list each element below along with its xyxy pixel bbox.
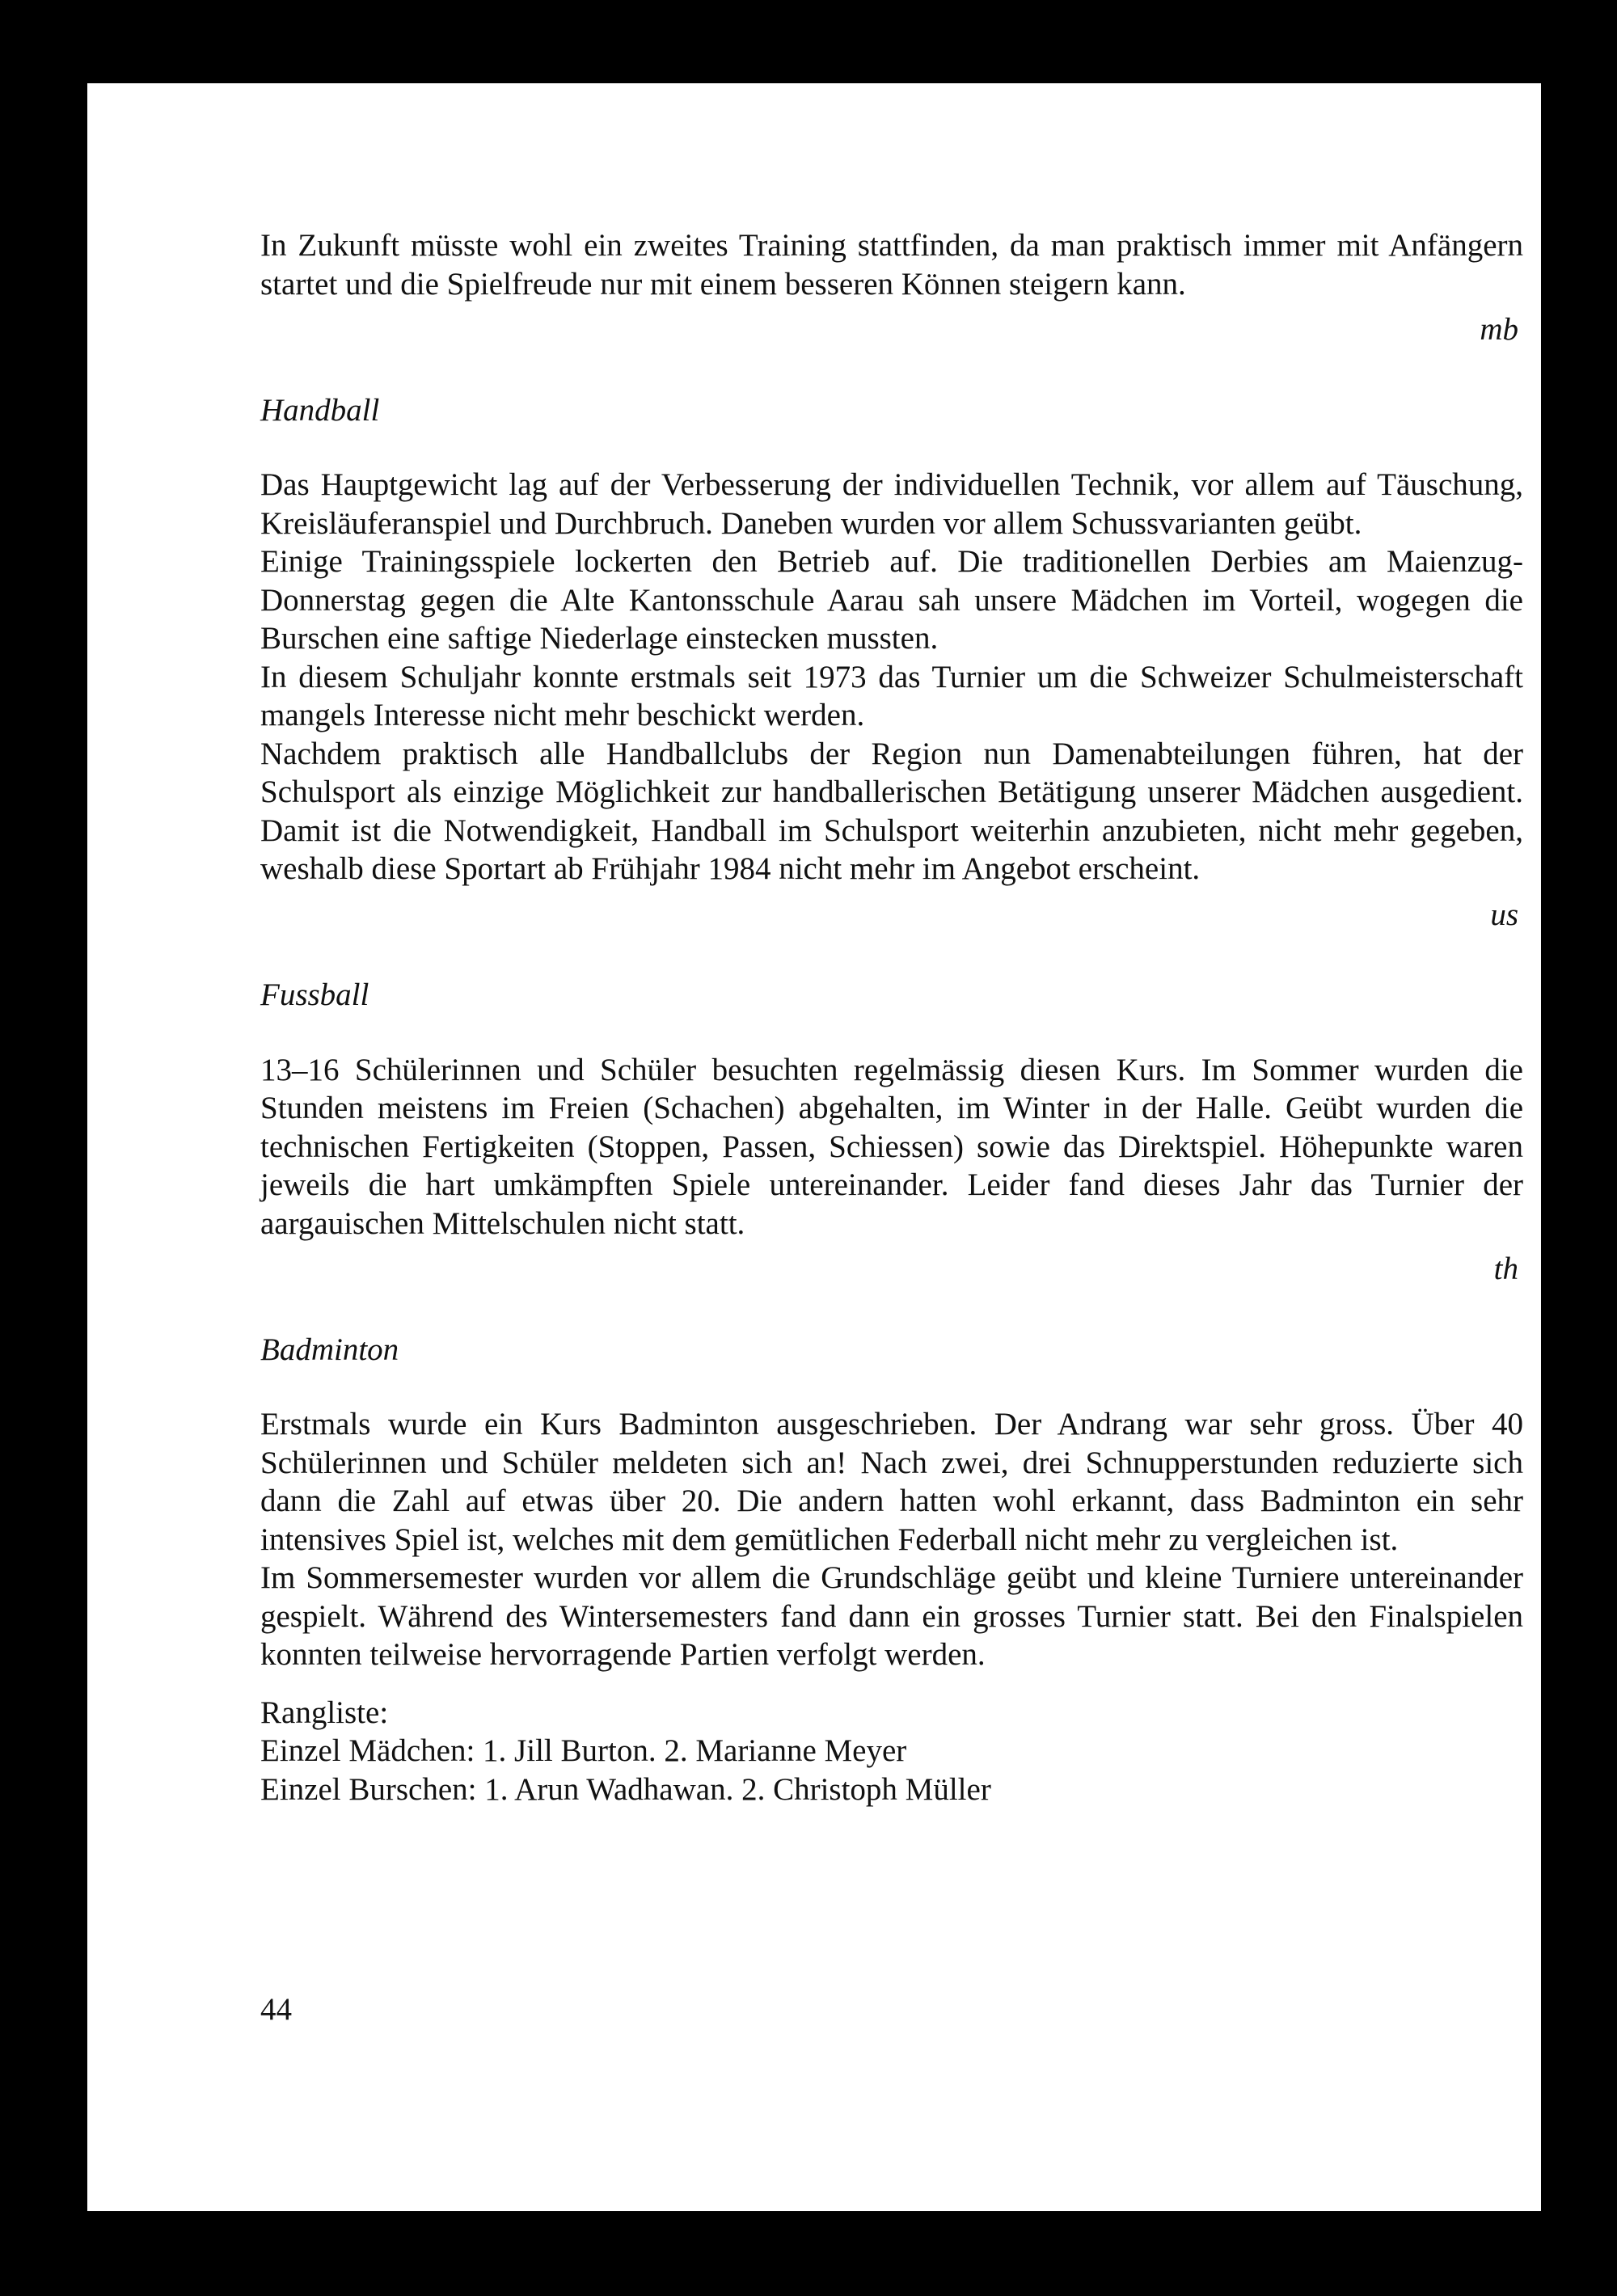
- document-page: [87, 83, 1541, 2211]
- handball-paragraph-1: Das Hauptgewicht lag auf der Verbesserung der individuellen Technik, vor allem auf Täuschung, Kreisläuferanspiel und Durchbruch. Daneben wurden vor allem Schussvarianten geübt.: [260, 467, 1523, 541]
- badminton-paragraph-2: Im Sommersemester wurden vor allem die Grundschläge geübt und kleine Turniere untereinander gespielt. Während des Wintersemesters fand dann ein grosses Turnier statt. Bei den Finalspielen konnten teilweise hervorragende Partien verfolgt werden.: [260, 1560, 1523, 1672]
- handball-paragraph-2: Einige Trainingsspiele lockerten den Betrieb auf. Die traditionellen Derbies am Maienzug-Donnerstag gegen die Alte Kantonsschule Aarau sah unsere Mädchen im Vorteil, wogegen die Burschen eine saftige Niederlage einstecken mussten.: [260, 544, 1523, 656]
- ranking-line-girls: Einzel Mädchen: 1. Jill Burton. 2. Marianne Meyer: [260, 1733, 907, 1768]
- page-content: [260, 226, 1523, 1809]
- fussball-heading: Fussball: [260, 977, 369, 1012]
- handball-signature: us: [1490, 897, 1518, 932]
- page-number: 44: [260, 1992, 292, 2027]
- fussball-signature: th: [1493, 1251, 1518, 1286]
- handball-paragraph-4: Nachdem praktisch alle Handballclubs der Region nun Damenabteilungen führen, hat der Schulsport als einzige Möglichkeit zur handballerischen Betätigung unserer Mädchen ausgedient. Damit ist die Notwendigkeit, Handball im Schulsport weiterhin anzubieten, nicht mehr gegeben, weshalb diese Sportart ab Frühjahr 1984 nicht mehr im Angebot erscheint.: [260, 736, 1523, 886]
- badminton-paragraph-1: Erstmals wurde ein Kurs Badminton ausgeschrieben. Der Andrang war sehr gross. Über 40 Schülerinnen und Schüler meldeten sich an! Nach zwei, drei Schnupperstunden reduzierte sich dann die Zahl auf etwas über 20. Die andern hatten wohl erkannt, dass Badminton ein sehr intensives Spiel ist, welches mit dem gemütlichen Federball nicht mehr zu vergleichen ist.: [260, 1407, 1523, 1557]
- badminton-heading: Badminton: [260, 1332, 399, 1367]
- ranking-line-boys: Einzel Burschen: 1. Arun Wadhawan. 2. Christoph Müller: [260, 1771, 991, 1807]
- handball-heading: Handball: [260, 392, 380, 428]
- intro-signature: mb: [1480, 312, 1518, 347]
- handball-paragraph-3: In diesem Schuljahr konnte erstmals seit 1973 das Turnier um die Schweizer Schulmeisterschaft mangels Interesse nicht mehr beschickt werden.: [260, 659, 1523, 732]
- ranking-title: Rangliste:: [260, 1695, 389, 1730]
- ranking-list: [260, 1694, 1523, 1809]
- intro-paragraph: In Zukunft müsste wohl ein zweites Training stattfinden, da man praktisch immer mit Anfängern startet und die Spielfreude nur mit einem besseren Können steigern kann.: [260, 228, 1523, 302]
- fussball-paragraph: 13–16 Schülerinnen und Schüler besuchten regelmässig diesen Kurs. Im Sommer wurden die Stunden meistens im Freien (Schachen) abgehalten, im Winter in der Halle. Geübt wurden die technischen Fertigkeiten (Stoppen, Passen, Schiessen) sowie das Direktspiel. Höhepunkte waren jeweils die hart umkämpften Spiele untereinander. Leider fand dieses Jahr das Turnier der aargauischen Mittelschulen nicht statt.: [260, 1052, 1523, 1241]
